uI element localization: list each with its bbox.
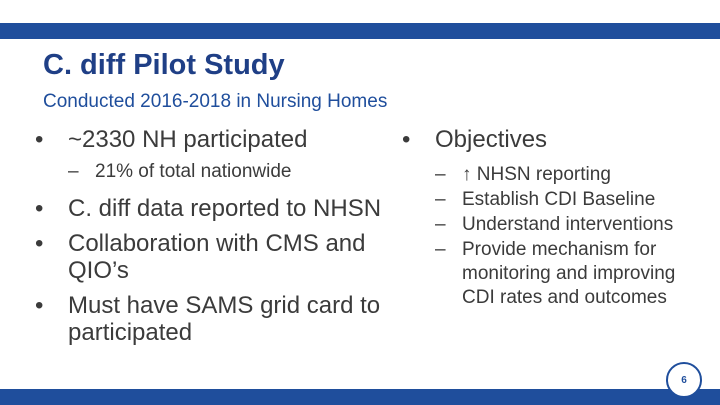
sub-bullet-item [25,161,395,183]
dash-icon: – [68,161,79,182]
bullet-text: Objectives [435,126,548,153]
slide-title: C. diff Pilot Study [43,49,285,81]
sub-bullet-text: 21% of total nationwide [95,161,292,182]
bullet-item [25,126,395,153]
slide-subtitle: Conducted 2016-2018 in Nursing Homes [43,91,388,112]
bullet-dot-icon: • [35,292,44,319]
dash-icon: – [435,164,446,185]
dash-icon: – [435,239,446,260]
footer-bar [0,389,720,405]
bullet-text: C. diff data reported to NHSN [68,195,382,222]
sub-bullet-text: Provide mechanism for monitoring and improving CDI rates and outcomes [462,239,676,308]
bullet-dot-icon: • [35,195,44,222]
sub-bullet-item [392,163,712,187]
bullet-text: ~2330 NH participated [68,126,308,153]
bullet-text: Collaboration with CMS and QIO’s [68,230,366,284]
dash-icon: – [435,189,446,210]
sub-bullet-text: ↑ NHSN reporting [462,164,611,185]
sub-bullet-item [392,238,712,310]
bullet-dot-icon: • [402,126,411,153]
page-number-badge [666,362,702,398]
bullet-dot-icon: • [35,230,44,257]
bullet-dot-icon: • [35,126,44,153]
sub-bullet-item [392,188,712,212]
left-bullet-list [25,126,395,354]
right-bullet-list [392,126,712,311]
bullet-item [25,195,395,222]
page-number: 6 [681,374,687,386]
bullet-text: Must have SAMS grid card to participated [68,292,381,346]
sub-bullet-text: Establish CDI Baseline [462,189,656,210]
bullet-item [392,126,712,153]
bullet-item [25,292,395,346]
dash-icon: – [435,214,446,235]
sub-bullet-text: Understand interventions [462,214,674,235]
bullet-item [25,230,395,284]
header-bar [0,23,720,39]
sub-bullet-item [392,213,712,237]
